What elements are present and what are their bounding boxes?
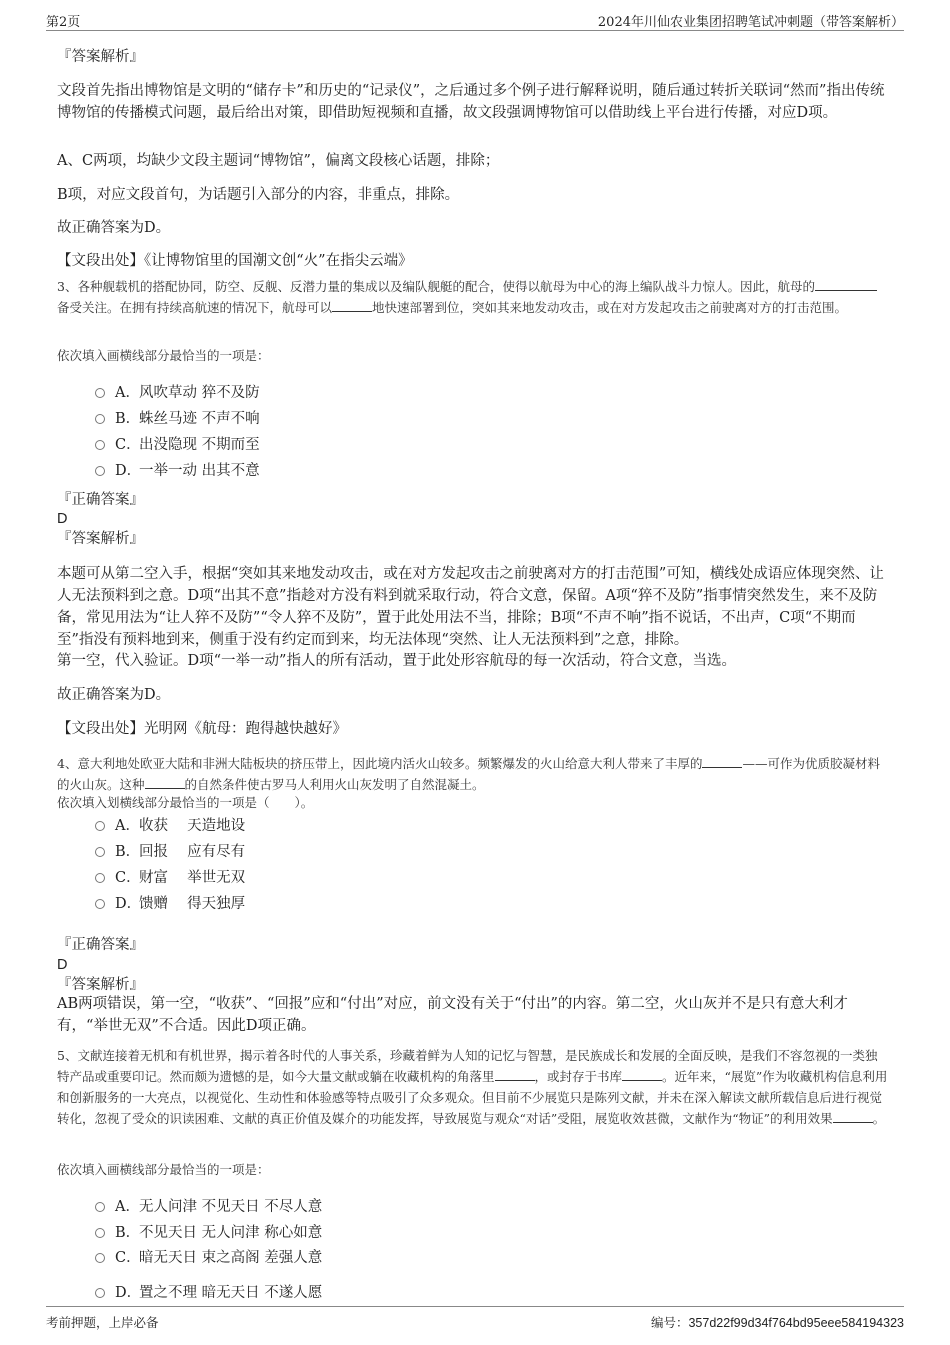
radio-icon[interactable]	[95, 414, 105, 424]
blank-2	[332, 297, 372, 312]
q3-option-c[interactable]: C．出没隐现 不期而至	[95, 434, 260, 456]
page-footer	[46, 1306, 904, 1331]
q3-stem: 3、各种舰载机的搭配协同，防空、反舰、反潜力量的集成以及编队舰艇的配合，使得以航母为中心的海上编队战斗力惊人。因此，航母的备受关注。在拥有持续高航速的情况下，航母可以 地快速部署到位，突如其来地发动攻击，或在对方发起攻击之前驶离对方的打击范围。	[57, 276, 888, 318]
radio-icon[interactable]	[95, 466, 105, 476]
radio-icon[interactable]	[95, 847, 105, 857]
q4-option-a[interactable]: A．收获 天造地设	[95, 815, 245, 837]
blank-3	[833, 1108, 873, 1123]
document-code: 编号：357d22f99d34f764bd95eee584194323	[650, 1315, 904, 1330]
q3-prompt: 依次填入画横线部分最恰当的一项是：	[57, 348, 270, 363]
q4-answer: D	[57, 957, 68, 973]
q5-option-a[interactable]: A．无人问津 不见天日 不尽人意	[95, 1196, 322, 1218]
q5-stem: 5、文献连接着无机和有机世界，揭示着各时代的人事关系，珍藏着鲜为人知的记忆与智慧，是民族成长和发展的全面反映，是我们不容忽视的一类独特产品或重要印记。然而颇为遗憾的是，如今大量文献或躺在收藏机构的角落里 ，或封存于书库 。近年来，“展览”作为收藏机构信息利用和创新服务的一大亮点，以视觉化、生动性和体验感等特点吸引了众多观众。但目前不少展览只是陈列文献，并未在深入解读文献所载信息后进行视觉转化，忽视了受众的识读困难、文献的真正价值及媒介的功能发挥，导致展览与观众“对话”受阻，展览收效甚微，文献作为“物证”的利用效果 。	[57, 1048, 888, 1126]
q4-prompt: 依次填入划横线部分最恰当的一项是（ ）。	[57, 795, 314, 810]
radio-icon[interactable]	[95, 821, 105, 831]
document-title: 2024年川仙农业集团招聘笔试冲刺题（带答案解析）	[597, 15, 904, 30]
radio-icon[interactable]	[95, 873, 105, 883]
q2-analysis-p2: A、C两项，均缺少文段主题词“博物馆”，偏离文段核心话题，排除；	[57, 153, 500, 169]
radio-icon[interactable]	[95, 1202, 105, 1212]
q3-analysis-p2: 第一空，代入验证。D项“一举一动”指人的所有活动，置于此处形容航母的每一次活动，符合文意，当选。	[57, 653, 736, 669]
q3-option-b[interactable]: B．蛛丝马迹 不声不响	[95, 408, 260, 430]
q3-answer-label: 『正确答案』	[57, 492, 144, 508]
q3-answer: D	[57, 511, 68, 527]
radio-icon[interactable]	[95, 1288, 105, 1298]
blank-1	[815, 276, 855, 291]
radio-icon[interactable]	[95, 440, 105, 450]
page-header	[46, 8, 904, 31]
blank-1	[495, 1066, 535, 1081]
q4-answer-label: 『正确答案』	[57, 937, 144, 953]
page-number: 第2页	[46, 15, 81, 30]
q3-analysis-p3: 故正确答案为D。	[57, 687, 171, 703]
q3-analysis-label: 『答案解析』	[57, 531, 144, 547]
blank-2	[622, 1066, 662, 1081]
radio-icon[interactable]	[95, 899, 105, 909]
q3-analysis-p1: 本题可从第二空入手，根据“突如其来地发动攻击，或在对方发起攻击之前驶离对方的打击范围”可知，横线处成语应体现突然、让人无法预料到之意。D项“出其不意”指趁对方没有料到就采取行动，符合文意，保留。A项“猝不及防”指事情突然发生，来不及防备，常见用法为“让人猝不及防”“令人猝不及防”，置于此处用法不当，排除；B项“不声不响”指不说话，不出声，C项“不期而至”指没有预料地到来，侧重于没有约定而到来，均无法体现“突然、让人无法预料到”之意，排除。	[57, 566, 884, 648]
q2-analysis-label: 『答案解析』	[57, 49, 144, 65]
q2-analysis-p3: B项，对应文段首句，为话题引入部分的内容，非重点，排除。	[57, 187, 460, 203]
q2-analysis-p4: 故正确答案为D。	[57, 220, 171, 236]
q2-analysis-p1: 文段首先指出博物馆是文明的“储存卡”和历史的“记录仪”，之后通过多个例子进行解释说明，随后通过转折关联词“然而”指出传统博物馆的传播模式问题，最后给出对策，即借助短视频和直播，故文段强调博物馆可以借助线上平台进行传播，对应D项。	[57, 83, 885, 121]
q3-source: 【文段出处】光明网《航母：跑得越快越好》	[57, 721, 347, 737]
blank-1b	[855, 276, 877, 291]
blank-1	[702, 753, 742, 768]
q4-analysis-label: 『答案解析』	[57, 977, 144, 993]
blank-2	[145, 774, 185, 789]
q3-option-d[interactable]: D．一举一动 出其不意	[95, 460, 260, 482]
q5-option-b[interactable]: B．不见天日 无人问津 称心如意	[95, 1222, 322, 1244]
q5-option-c[interactable]: C．暗无天日 束之高阁 差强人意	[95, 1247, 322, 1269]
q4-option-d[interactable]: D．馈赠 得天独厚	[95, 893, 245, 915]
q4-option-b[interactable]: B．回报 应有尽有	[95, 841, 245, 863]
q4-stem: 4、意大利地处欧亚大陆和非洲大陆板块的挤压带上，因此境内活火山较多。频繁爆发的火山给意大利人带来了丰厚的 ——可作为优质胶凝材料的火山灰。这种 的自然条件使古罗马人利用火山灰发明了自然混凝土。	[57, 753, 888, 795]
q4-option-c[interactable]: C．财富 举世无双	[95, 867, 245, 889]
q3-option-a[interactable]: A．风吹草动 猝不及防	[95, 382, 260, 404]
radio-icon[interactable]	[95, 388, 105, 398]
radio-icon[interactable]	[95, 1253, 105, 1263]
q2-source: 【文段出处】《让博物馆里的国潮文创“火”在指尖云端》	[57, 253, 413, 269]
radio-icon[interactable]	[95, 1228, 105, 1238]
q5-option-d[interactable]: D．置之不理 暗无天日 不遂人愿	[95, 1282, 322, 1304]
q4-analysis-p1: AB两项错误，第一空，“收获”、“回报”应和“付出”对应，前文没有关于“付出”的内容。第二空，火山灰并不是只有意大利才有，“举世无双”不合适。因此D项正确。	[57, 996, 848, 1034]
footer-slogan: 考前押题，上岸必备	[46, 1315, 159, 1330]
q5-prompt: 依次填入画横线部分最恰当的一项是：	[57, 1162, 270, 1177]
